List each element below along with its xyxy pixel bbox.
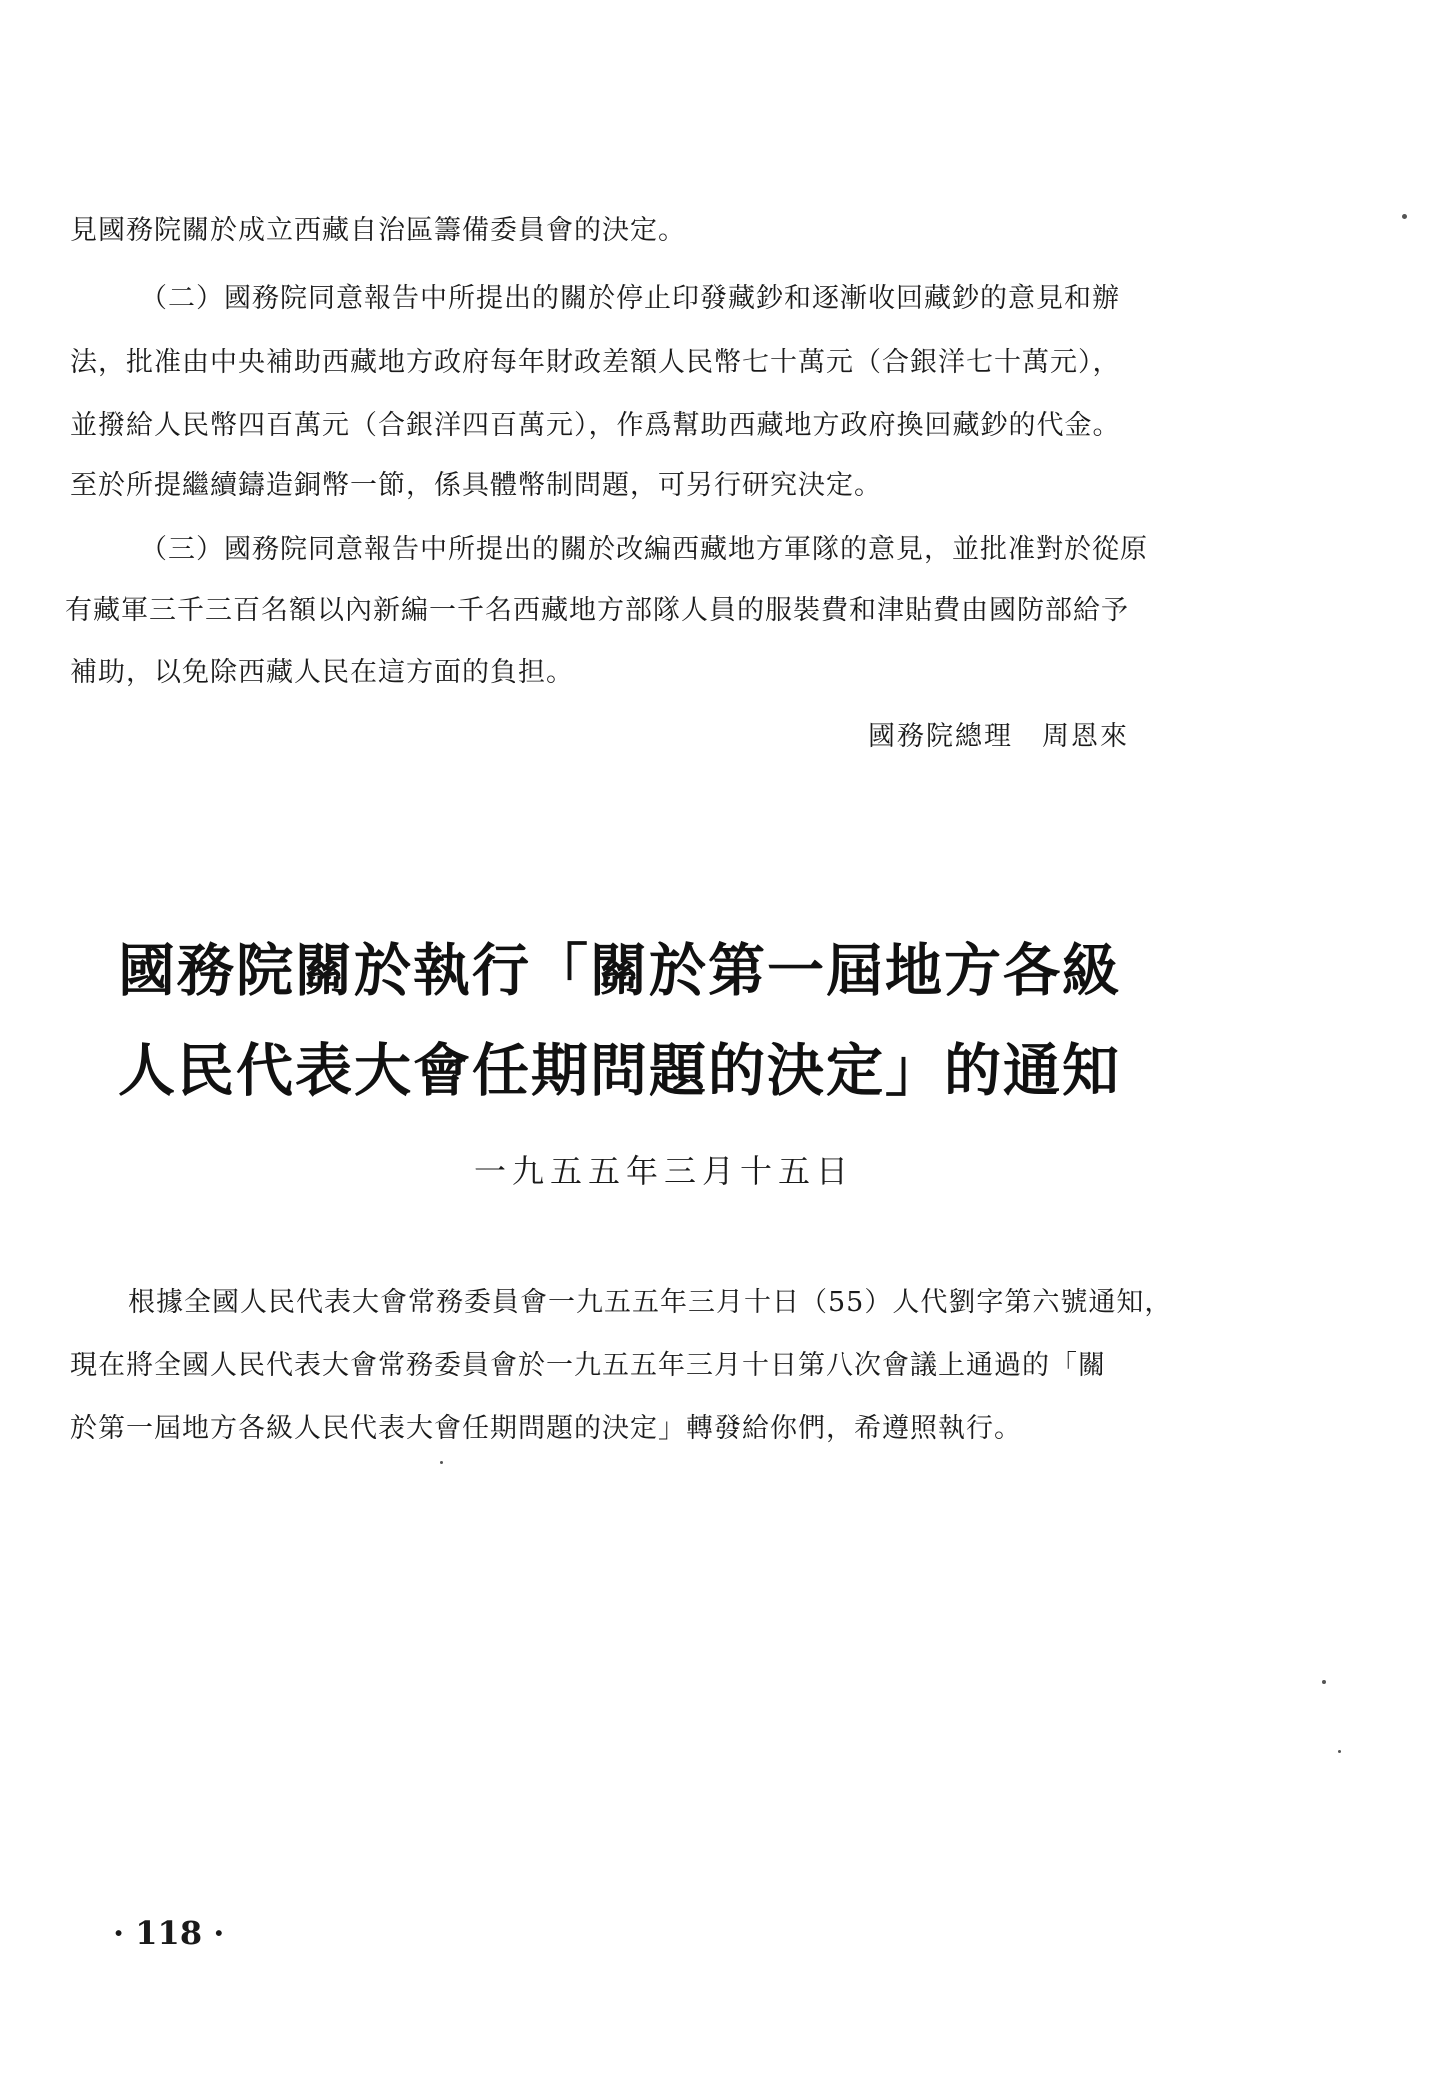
text-line: 見國務院關於成立西藏自治區籌備委員會的決定。 [70,215,686,246]
text-line: 法，批准由中央補助西藏地方政府每年財政差額人民幣七十萬元（合銀洋七十萬元）， [70,347,1121,378]
text-line: 有藏軍三千三百名額以內新編一千名西藏地方部隊人員的服裝費和津貼費由國防部給予 [65,595,1129,626]
text-line: 根據全國人民代表大會常務委員會一九五五年三月十日（55）人代劉字第六號通知， [128,1287,1173,1318]
notice-title-line: 人民代表大會任期問題的決定」的通知 [118,1038,1121,1104]
scan-speck [1338,1750,1341,1753]
scan-speck [1322,1680,1326,1684]
page-number: · 118 · [113,1914,225,1952]
scan-speck [440,1461,443,1464]
notice-date: 一九五五年三月十五日 [474,1152,855,1190]
text-line: （三）國務院同意報告中所提出的關於改編西藏地方軍隊的意見，並批准對於從原 [140,534,1148,565]
scan-speck [1402,214,1407,219]
text-line: 於第一屆地方各級人民代表大會任期問題的決定」轉發給你們，希遵照執行。 [70,1413,1022,1444]
text-line: 至於所提繼續鑄造銅幣一節，係具體幣制問題，可另行研究決定。 [70,470,882,501]
text-line: 現在將全國人民代表大會常務委員會於一九五五年三月十日第八次會議上通過的「關 [70,1350,1106,1381]
signature: 國務院總理 周恩來 [868,721,1129,752]
text-line: （二）國務院同意報告中所提出的關於停止印發藏鈔和逐漸收回藏鈔的意見和辦 [140,283,1120,314]
notice-title-line: 國務院關於執行「關於第一屆地方各級 [118,938,1121,1004]
text-line: 並撥給人民幣四百萬元（合銀洋四百萬元），作爲幫助西藏地方政府換回藏鈔的代金。 [70,410,1121,441]
text-line: 補助，以免除西藏人民在這方面的負担。 [70,657,574,688]
